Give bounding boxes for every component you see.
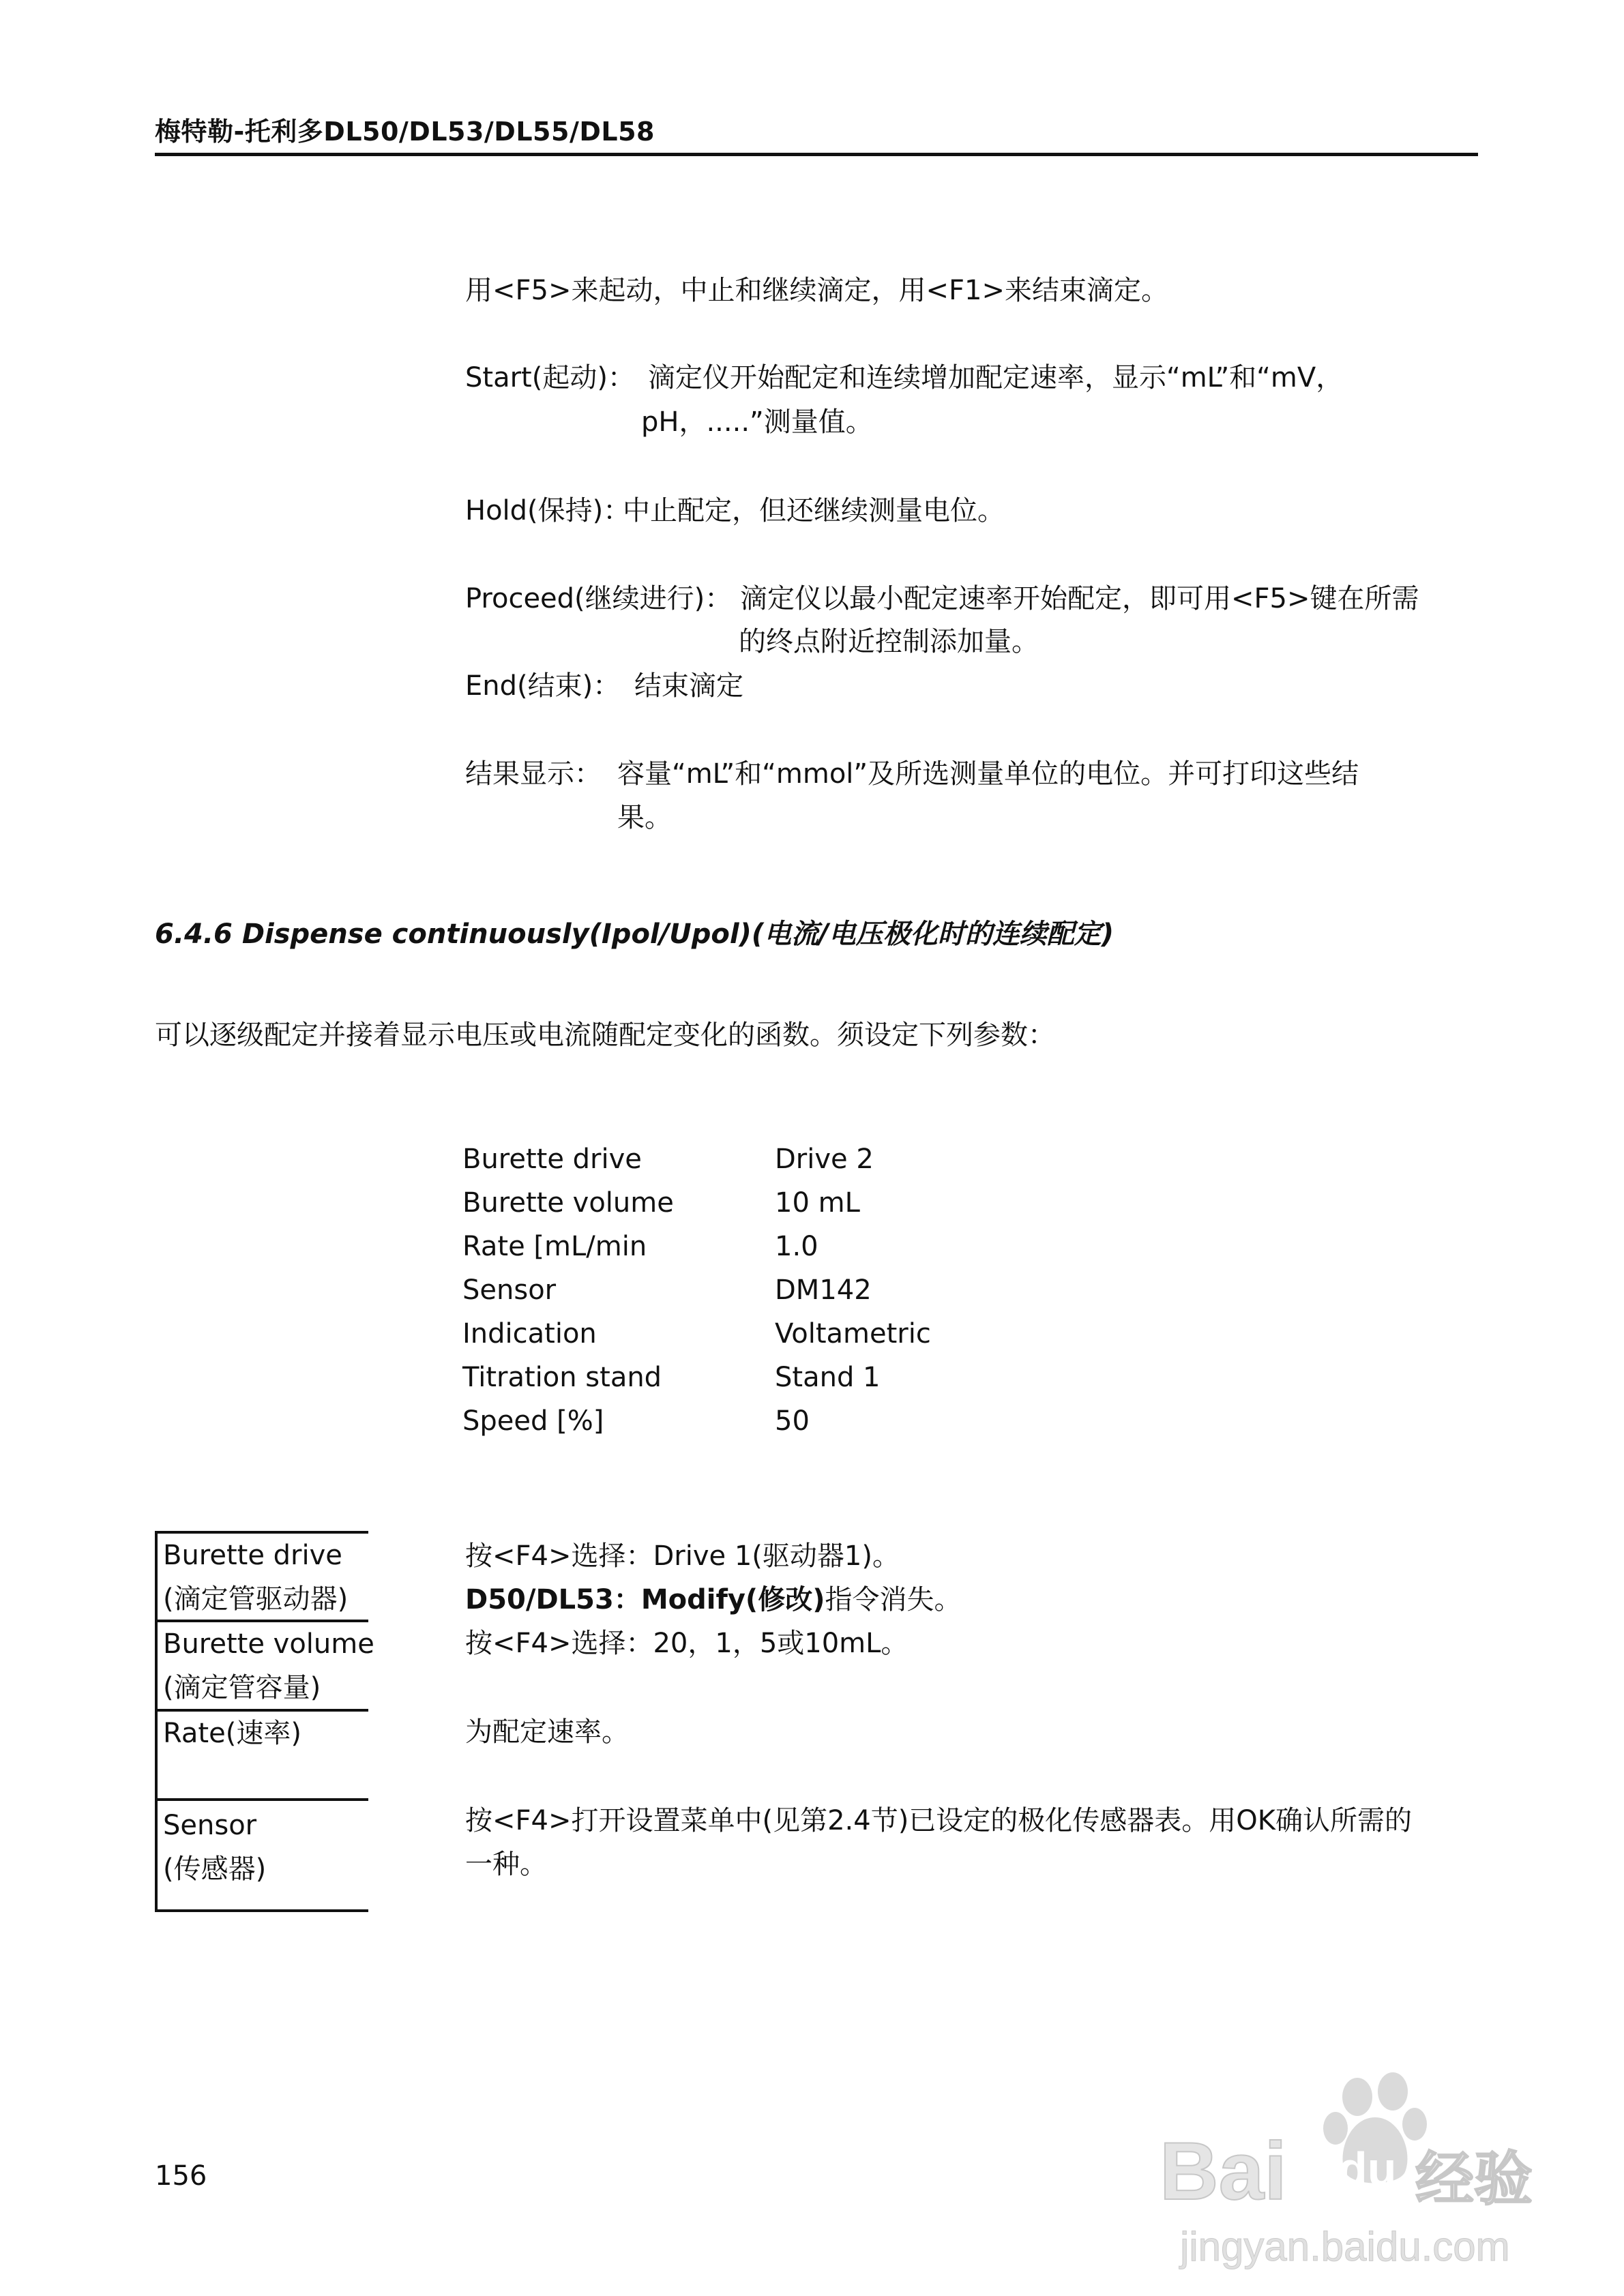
bold-text: D50/DL53：Modify(修改) [465,1584,825,1615]
end-label: End(结束)： [465,670,621,702]
side-label: Burette drive [163,1540,342,1571]
sensor-desc-1: 按<F4>打开设置菜单中(见第2.4节)已设定的极化传感器表。用OK确认所需的 [465,1805,1413,1836]
param-name: Speed [%] [462,1405,604,1437]
baidu-jingyan-watermark [1153,2070,1535,2274]
proceed-text-1: 滴定仪以最小配定速率开始配定，即可用<F5>键在所需 [740,583,1419,614]
side-label: (滴定管容量) [163,1672,321,1703]
side-box-rate [155,1712,368,1801]
param-row [462,1356,931,1399]
param-name: Burette drive [462,1144,642,1175]
side-label: (传感器) [163,1853,267,1885]
watermark-brand-2: du [1338,2143,1397,2196]
param-row [462,1225,931,1268]
parameter-table [462,1137,931,1443]
param-row [462,1137,931,1181]
start-label: Start(起动)： [465,362,635,393]
param-name: Indication [462,1318,597,1350]
param-row [462,1399,931,1443]
hold-label: Hold(保持)： [465,495,631,526]
watermark-url: jingyan.baidu.com [1180,2224,1510,2269]
section-title: 6.4.6 Dispense continuously(Ipol/Upol)(电流/电压极化时的连续配定) [155,919,1114,950]
end-text: 结束滴定 [634,670,743,702]
result-label: 结果显示： [465,758,602,790]
result-text-1: 容量“mL”和“mmol”及所选测量单位的电位。并可打印这些结 [617,758,1359,790]
page-number: 156 [155,2160,207,2192]
param-value: 50 [775,1405,810,1437]
side-label: Rate(速率) [163,1718,301,1749]
hold-text: 中止配定，但还继续测量电位。 [623,495,1005,526]
rate-desc: 为配定速率。 [465,1716,629,1748]
burette-drive-desc-1: 按<F4>选择：Drive 1(驱动器1)。 [465,1540,900,1572]
side-box-burette-drive [155,1531,368,1622]
param-row [462,1181,931,1225]
plain-text: 指令消失。 [825,1584,962,1615]
header-title: 梅特勒-托利多DL50/DL53/DL55/DL58 [155,117,655,147]
paw-logo-icon [1153,2070,1535,2274]
proceed-text-2: 的终点附近控制添加量。 [739,626,1039,657]
side-box-sensor [155,1801,368,1912]
param-value: Voltametric [775,1318,931,1350]
param-value: Drive 2 [775,1144,874,1175]
burette-drive-desc-2 [465,1578,962,1622]
param-row [462,1312,931,1356]
param-value: Stand 1 [775,1362,881,1393]
result-text-2: 果。 [617,802,672,833]
start-text-2: pH，.....”测量值。 [641,406,873,438]
section-intro: 可以逐级配定并接着显示电压或电流随配定变化的函数。须设定下列参数： [155,1019,1055,1051]
param-row [462,1268,931,1312]
side-box-burette-volume [155,1622,374,1712]
param-name: Rate [mL/min [462,1231,647,1262]
sensor-desc-2: 一种。 [465,1849,547,1880]
watermark-cn: 经验 [1415,2145,1533,2213]
header-divider [155,153,1478,156]
param-value: DM142 [775,1274,872,1306]
watermark-brand: Bai [1160,2126,1287,2217]
intro-line: 用<F5>来起动，中止和继续滴定，用<F1>来结束滴定。 [465,275,1168,306]
param-name: Burette volume [462,1187,674,1219]
burette-volume-desc: 按<F4>选择：20，1，5或10mL。 [465,1628,909,1659]
start-text-1: 滴定仪开始配定和连续增加配定速率，显示“mL”和“mV， [648,362,1344,393]
param-name: Titration stand [462,1362,662,1393]
side-label: Sensor [163,1810,257,1841]
proceed-label: Proceed(继续进行)： [465,583,733,614]
param-name: Sensor [462,1274,557,1306]
side-label: Burette volume [163,1628,374,1660]
param-value: 1.0 [775,1231,818,1262]
side-label: (滴定管驱动器) [163,1583,349,1615]
param-value: 10 mL [775,1187,860,1219]
